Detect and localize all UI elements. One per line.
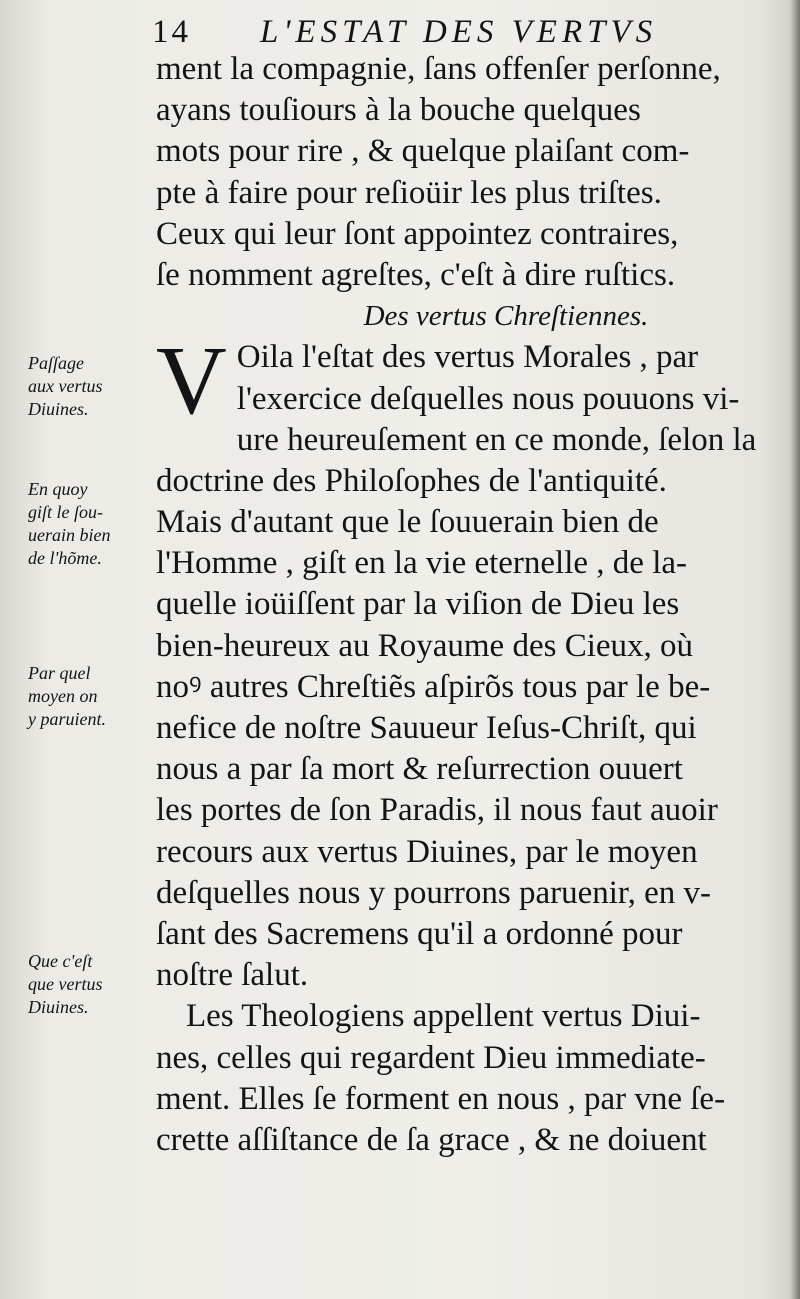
text-line: ment la compagnie, ſans offenſer perſonne, — [156, 51, 721, 87]
note-line: Que c'eſt — [28, 951, 93, 971]
text-line: ſant des Sacremens qu'il a ordonné pour — [156, 915, 683, 952]
text-line: ment. Elles ſe forment en nous , par vne ſe- — [156, 1080, 726, 1117]
note-line: y paruient. — [28, 709, 106, 729]
text-line: Les Theologiens appellent vertus Diui- — [186, 998, 701, 1035]
margin-note-moyen — [28, 662, 153, 731]
text-line: noſtre ſalut. — [156, 957, 309, 994]
paragraph-with-dropcap — [156, 327, 796, 436]
margin-note-vertus-diuines — [28, 950, 153, 1019]
note-line: Diuines. — [28, 399, 89, 419]
text-line: ure heureuſement en ce monde, ſelon la — [236, 421, 757, 458]
text-line: Ceux qui leur ſont appointez contraires, — [156, 215, 679, 252]
text-line: l'Homme , giſt en la vie eternelle , de la- — [156, 545, 687, 582]
page-number: 14 — [152, 14, 191, 50]
text-line: doctrine des Philoſophes de l'antiquité. — [156, 462, 667, 499]
note-line: aux vertus — [28, 376, 103, 396]
drop-cap: V — [156, 327, 227, 436]
text-line: les portes de ſon Paradis, il nous faut auoir — [156, 792, 718, 829]
text-line: noꝰ autres Chreſtiẽs aſpirõs tous par le be- — [156, 668, 711, 705]
text-line: bien-heureux au Royaume des Cieux, où — [156, 627, 694, 664]
text-line: ſe nomment agreſtes, c'eſt à dire ruſtics. — [156, 256, 676, 293]
text-line: nefice de noſtre Sauueur Ieſus-Chriſt, qui — [156, 710, 697, 746]
section-heading: Des vertus Chreſtiennes. — [363, 300, 649, 333]
note-line: En quoy — [28, 479, 88, 499]
margin-note-passage — [28, 352, 153, 421]
text-line: recours aux vertus Diuines, par le moyen — [156, 833, 698, 870]
margin-note-souverain-bien — [28, 478, 153, 570]
text-line: nous a par ſa mort & reſurrection ouuert — [156, 751, 683, 788]
note-line: Diuines. — [28, 997, 89, 1017]
text-line: Mais d'autant que le ſouuerain bien de — [156, 504, 659, 541]
note-line: que vertus — [28, 974, 103, 994]
text-line: ayans touſiours à la bouche quelques — [156, 92, 641, 129]
text-line: quelle ioüiſſent par la viſion de Dieu les — [156, 586, 680, 623]
page-header — [152, 14, 762, 50]
text-line: nes, celles qui regardent Dieu immediate- — [156, 1039, 706, 1076]
note-line: giſt le ſou- — [28, 502, 103, 522]
note-line: Paſſage — [28, 353, 84, 373]
main-text-block — [156, 49, 796, 1161]
text-line: Oila l'eſtat des vertus Morales , par — [236, 339, 699, 376]
note-line: de l'hõme. — [28, 548, 102, 568]
text-line: crette aſſiſtance de ſa grace , & ne doiuent — [156, 1121, 707, 1158]
note-line: uerain bien — [28, 525, 111, 545]
note-line: moyen on — [28, 686, 98, 706]
text-line: deſquelles nous y pourrons paruenir, en v- — [156, 874, 711, 911]
note-line: Par quel — [28, 663, 91, 683]
running-title: L'ESTAT DES VERTVS — [260, 14, 658, 50]
text-line: l'exercice deſquelles nous pouuons vi- — [236, 380, 740, 417]
text-line: mots pour rire , & quelque plaiſant com- — [156, 133, 690, 170]
text-line: pte à faire pour reſioüir les plus triſtes. — [156, 174, 662, 211]
